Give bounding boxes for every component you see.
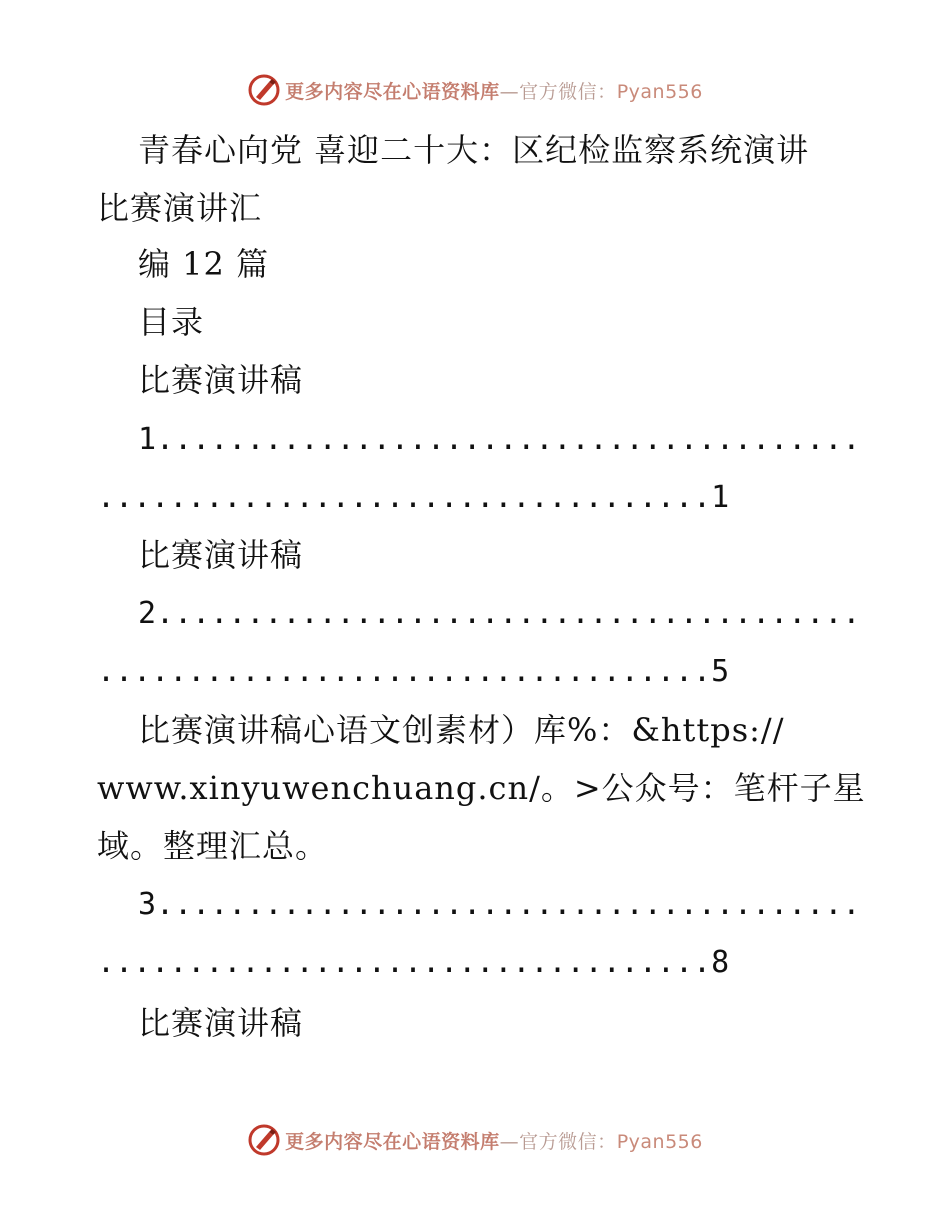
pen-logo-icon — [247, 1123, 281, 1157]
toc-entry-page: 1 — [711, 480, 730, 515]
footer-banner — [0, 1120, 950, 1160]
toc-entry-trail-dots: .................................. — [97, 480, 712, 515]
doc-title-line3: 编 12 篇 — [138, 245, 270, 283]
toc-entry-label: 比赛演讲稿 — [138, 1004, 304, 1042]
toc-entry-label: 比赛演讲稿 — [138, 536, 304, 574]
toc-entry-page: 5 — [711, 654, 730, 689]
toc-entry-number-dots: 2....................................... — [138, 596, 861, 631]
doc-title-line1: 青春心向党 喜迎二十大：区纪检监察系统演讲 — [138, 131, 810, 169]
banner-wechat-label: 官方微信： — [519, 1130, 617, 1153]
toc-entry-trail-dots: .................................. — [97, 654, 712, 689]
toc-entry-label: 比赛演讲稿 — [138, 361, 304, 399]
toc-entry-page: 8 — [711, 945, 730, 980]
watermark-line2: www.xinyuwenchuang.cn/。>公众号：笔杆子星 — [97, 769, 866, 807]
watermark-line3: 域。整理汇总。 — [97, 827, 329, 865]
banner-wechat-id: Pyan556 — [616, 1130, 703, 1153]
doc-title-line2: 比赛演讲汇 — [97, 189, 263, 227]
banner-dash: — — [499, 80, 520, 103]
watermark-line1: 比赛演讲稿心语文创素材）库%：&https:// — [138, 711, 785, 749]
banner-library-text: 更多内容尽在心语资料库 — [285, 80, 500, 103]
toc-entry-number-dots: 3....................................... — [138, 887, 861, 922]
toc-heading: 目录 — [138, 303, 205, 341]
toc-entry-number-dots: 1....................................... — [138, 422, 861, 457]
banner-dash: — — [499, 1130, 520, 1153]
banner-library-text: 更多内容尽在心语资料库 — [285, 1130, 500, 1153]
banner-wechat-id: Pyan556 — [616, 80, 703, 103]
toc-entry-leader — [97, 943, 729, 983]
toc-entry-leader — [97, 478, 729, 518]
toc-entry-leader — [97, 652, 729, 692]
header-banner — [0, 70, 950, 110]
pen-logo-icon — [247, 73, 281, 107]
toc-entry-trail-dots: .................................. — [97, 945, 712, 980]
banner-wechat-label: 官方微信： — [519, 80, 617, 103]
